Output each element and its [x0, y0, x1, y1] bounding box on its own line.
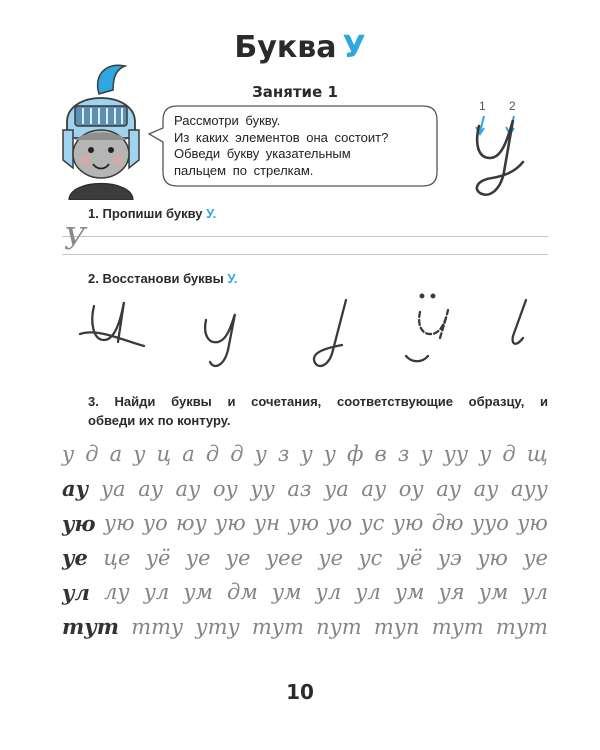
exercise-letter: У. [227, 271, 238, 286]
trace-combination: ум [394, 580, 425, 605]
trace-combination: ул [355, 580, 381, 605]
trace-combination: ау [361, 476, 387, 501]
trace-combination: ум [271, 580, 302, 605]
trace-combination: ф [347, 442, 364, 467]
partial-letter-3 [314, 300, 346, 366]
trace-combination: а [109, 442, 123, 467]
restore-letters [60, 290, 550, 375]
trace-combination: уо [327, 511, 353, 536]
trace-combination: уо [142, 511, 168, 536]
trace-combination: уэ [437, 545, 462, 570]
trace-combination: у [62, 442, 75, 467]
trace-combination: уа [100, 476, 126, 501]
sample-combination: ую [62, 510, 96, 536]
page-number: 10 [286, 680, 314, 704]
exercise-1-instruction [88, 206, 216, 221]
trace-combination: а [182, 442, 195, 467]
trace-combination: юу [176, 511, 207, 536]
exercise-3-line-1 [88, 392, 548, 411]
trace-combination: ау [436, 476, 461, 501]
trace-row [62, 506, 548, 541]
lesson-label: Занятие 1 [252, 83, 338, 101]
knight-illustration [55, 60, 150, 200]
trace-combination: ую [103, 511, 135, 536]
partial-letter-5 [513, 300, 526, 344]
trace-combination: ую [288, 511, 319, 536]
partial-letter-1 [80, 302, 144, 346]
bubble-line: Рассмотри букву. [174, 113, 281, 128]
partial-letter-2 [205, 314, 235, 366]
exercise-text: Пропиши букву [102, 206, 203, 221]
trace-combination: д [85, 442, 99, 467]
trace-combination: тут [431, 614, 484, 639]
stroke-number-2: 2 [509, 99, 516, 113]
trace-combination: ул [522, 580, 548, 605]
trace-combination: уё [145, 545, 171, 570]
trace-row [62, 472, 548, 507]
bubble-line: Из каких элементов она состоит? [174, 129, 389, 145]
trace-combination: ул [143, 580, 170, 605]
exercise-text: Восстанови буквы [102, 271, 224, 286]
trace-combination: дм [227, 580, 258, 605]
bubble-line: пальцем по стрелкам. [174, 162, 314, 178]
sample-combination: тут [62, 614, 120, 640]
trace-combination: ау [175, 476, 201, 501]
partial-letter-4 [406, 295, 448, 362]
title-letter: У [342, 30, 366, 65]
trace-combination: тут [251, 614, 304, 639]
bubble-text [174, 113, 429, 179]
trace-rows [62, 437, 548, 644]
trace-combination: уее [265, 545, 303, 570]
trace-combination: тут [495, 614, 548, 639]
trace-combination: ум [478, 580, 509, 605]
trace-combination: у [479, 442, 492, 467]
trace-combination: туп [373, 614, 420, 639]
trace-combination: уа [324, 476, 349, 501]
trace-combination: ую [215, 511, 246, 536]
trace-combination: д [205, 442, 220, 467]
trace-combination: уе [225, 545, 251, 570]
sample-combination: уе [62, 545, 88, 571]
writing-line-top [62, 236, 548, 237]
writing-line-bottom [62, 254, 548, 255]
trace-combination: лу [104, 580, 130, 605]
exercise-text: Найди буквы и сочетания, соответствующие образцу, и [114, 394, 548, 409]
trace-combination: уту [195, 614, 240, 639]
trace-combination: ц [156, 442, 172, 467]
trace-combination: тту [131, 614, 184, 639]
exercise-number: 3. [88, 394, 99, 409]
trace-combination: ау [138, 476, 163, 501]
trace-row [62, 575, 548, 610]
exercise-2-instruction [88, 271, 237, 286]
trace-combination: ую [517, 511, 548, 536]
sample-combination: ул [62, 579, 90, 605]
stroke-number-1: 1 [479, 99, 486, 113]
exercise-letter: У. [206, 206, 217, 221]
exercise-number: 1. [88, 206, 99, 221]
trace-row [62, 610, 548, 645]
trace-combination: уу [443, 442, 469, 467]
trace-combination: ум [183, 580, 213, 605]
title-word: Буква [234, 30, 337, 65]
trace-combination: уе [318, 545, 344, 570]
trace-combination: пут [316, 614, 362, 639]
trace-combination: уе [523, 545, 548, 570]
exercise-3-line-2: обведи их по контуру. [88, 413, 231, 428]
exercise-number: 2. [88, 271, 99, 286]
trace-combination: уя [438, 580, 465, 605]
trace-combination: ул [315, 580, 342, 605]
sample-letter-u [455, 96, 545, 201]
trace-combination: ауу [510, 476, 548, 501]
trace-combination: уё [397, 545, 423, 570]
trace-combination: ую [477, 545, 508, 570]
trace-combination: ууо [471, 511, 509, 536]
trace-combination: оу [212, 476, 238, 501]
trace-combination: у [133, 442, 146, 467]
trace-combination: ун [254, 511, 281, 536]
trace-combination: ус [360, 511, 385, 536]
trace-combination: оу [398, 476, 424, 501]
trace-combination: з [277, 442, 290, 467]
trace-combination: уе [185, 545, 211, 570]
trace-combination: у [300, 442, 313, 467]
bubble-line: Обведи букву указательным [174, 146, 351, 161]
trace-letter: У [64, 222, 86, 257]
trace-combination: в [374, 442, 387, 467]
trace-combination: щ [526, 442, 548, 467]
trace-combination: ус [358, 545, 383, 570]
trace-combination: уу [250, 476, 275, 501]
trace-combination: дю [431, 511, 464, 536]
trace-combination: у [323, 442, 336, 467]
trace-combination: у [254, 442, 267, 467]
trace-combination: ую [392, 511, 424, 536]
trace-combination: з [397, 442, 410, 467]
trace-combination: ау [473, 476, 499, 501]
trace-row [62, 437, 548, 472]
trace-combination: у [420, 442, 433, 467]
exercise-3-instruction [88, 392, 548, 430]
trace-combination: д [230, 442, 244, 467]
trace-combination: це [103, 545, 131, 570]
trace-row [62, 541, 548, 576]
sample-combination: ау [62, 476, 89, 502]
trace-combination: аз [287, 476, 312, 501]
trace-combination: д [502, 442, 516, 467]
